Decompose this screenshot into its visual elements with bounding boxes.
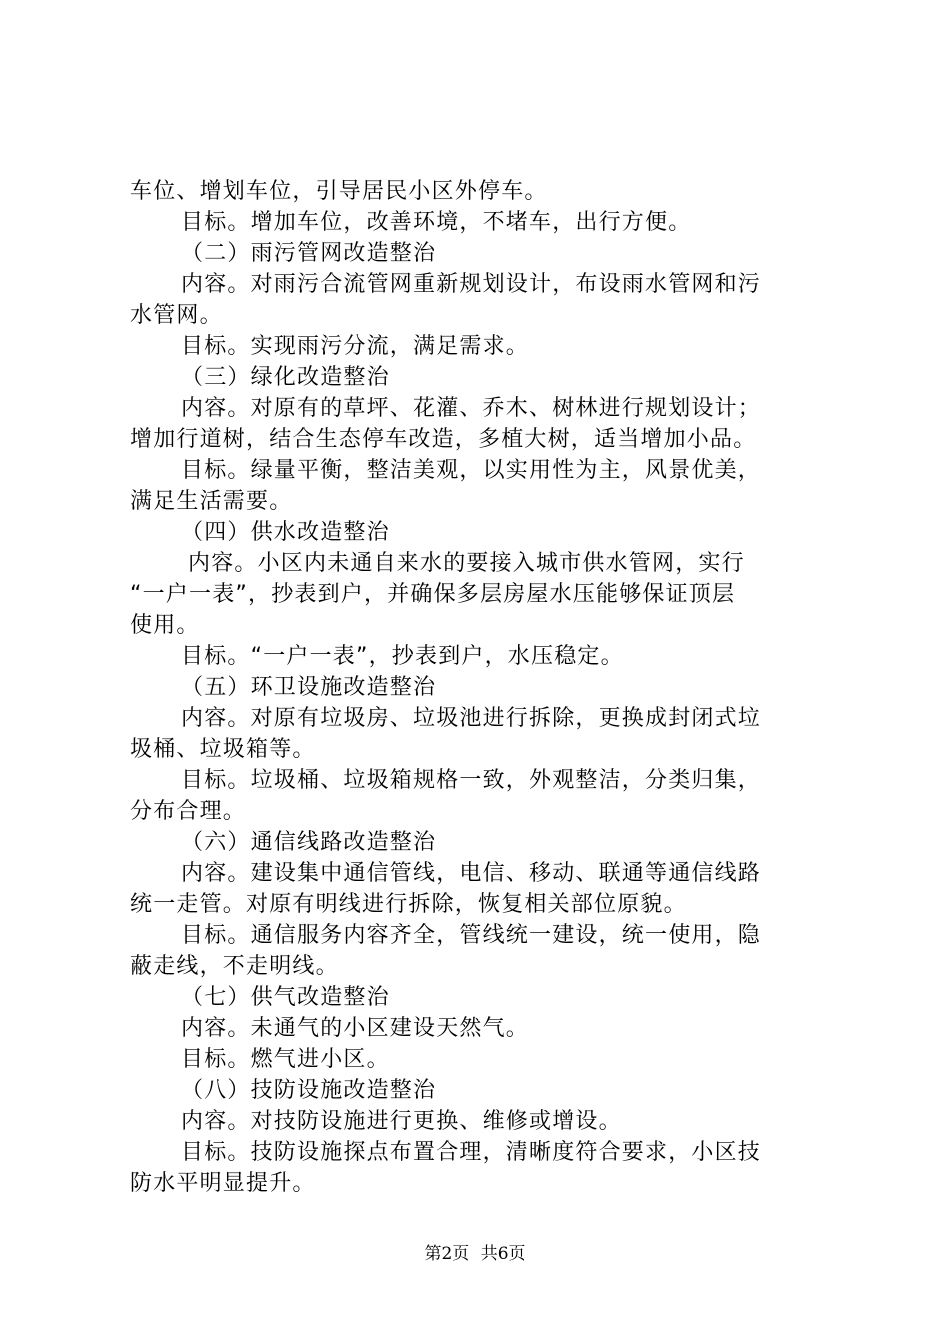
paragraph-line: 内容。小区内未通自来水的要接入城市供水管网，实行 bbox=[188, 551, 745, 576]
page-total: 共6页 bbox=[480, 1244, 526, 1264]
paragraph-line: 水管网。 bbox=[130, 303, 223, 328]
paragraph-line: 防水平明显提升。 bbox=[130, 1171, 316, 1196]
paragraph-line: 目标。增加车位，改善环境，不堵车，出行方便。 bbox=[181, 210, 692, 235]
section-heading: （七）供气改造整治 bbox=[181, 985, 390, 1010]
page-number: 第2页 bbox=[424, 1244, 470, 1264]
section-heading: （五）环卫设施改造整治 bbox=[181, 675, 437, 700]
paragraph-line: 内容。对原有的草坪、花灌、乔木、树林进行规划设计； bbox=[181, 396, 762, 421]
paragraph-line: 圾桶、垃圾箱等。 bbox=[130, 737, 316, 762]
paragraph-line: 蔽走线，不走明线。 bbox=[130, 954, 339, 979]
paragraph-line: 使用。 bbox=[130, 613, 200, 638]
paragraph-line: 目标。垃圾桶、垃圾箱规格一致，外观整洁，分类归集， bbox=[181, 768, 762, 793]
paragraph-line: 分布合理。 bbox=[130, 799, 247, 824]
paragraph-line: 目标。绿量平衡，整洁美观，以实用性为主，风景优美， bbox=[181, 458, 762, 483]
section-heading: （三）绿化改造整治 bbox=[181, 365, 390, 390]
page-footer bbox=[0, 1243, 950, 1265]
paragraph-line: 满足生活需要。 bbox=[130, 489, 293, 514]
paragraph-line: 增加行道树，结合生态停车改造，多植大树，适当增加小品。 bbox=[130, 427, 757, 452]
paragraph-line: 车位、增划车位，引导居民小区外停车。 bbox=[130, 179, 548, 204]
paragraph-line: 目标。通信服务内容齐全，管线统一建设，统一使用，隐 bbox=[181, 923, 762, 948]
paragraph-line: 内容。对原有垃圾房、垃圾池进行拆除，更换成封闭式垃 bbox=[181, 706, 762, 731]
paragraph-line: 目标。技防设施探点布置合理，清晰度符合要求，小区技 bbox=[181, 1140, 762, 1165]
paragraph-line: 内容。建设集中通信管线，电信、移动、联通等通信线路 bbox=[181, 861, 762, 886]
section-heading: （八）技防设施改造整治 bbox=[181, 1078, 437, 1103]
paragraph-line: 内容。对雨污合流管网重新规划设计，布设雨水管网和污 bbox=[181, 272, 762, 297]
paragraph-line: “一户一表”，抄表到户，并确保多层房屋水压能够保证顶层 bbox=[130, 582, 736, 607]
section-heading: （二）雨污管网改造整治 bbox=[181, 241, 437, 266]
paragraph-line: 目标。燃气进小区。 bbox=[181, 1047, 390, 1072]
paragraph-line: 目标。实现雨污分流，满足需求。 bbox=[181, 334, 530, 359]
paragraph-line: 内容。对技防设施进行更换、维修或增设。 bbox=[181, 1109, 622, 1134]
paragraph-line: 内容。未通气的小区建设天然气。 bbox=[181, 1016, 530, 1041]
paragraph-line: 目标。“一户一表”，抄表到户，水压稳定。 bbox=[181, 644, 624, 669]
section-heading: （六）通信线路改造整治 bbox=[181, 830, 437, 855]
section-heading: （四）供水改造整治 bbox=[181, 520, 390, 545]
paragraph-line: 统一走管。对原有明线进行拆除，恢复相关部位原貌。 bbox=[130, 892, 687, 917]
